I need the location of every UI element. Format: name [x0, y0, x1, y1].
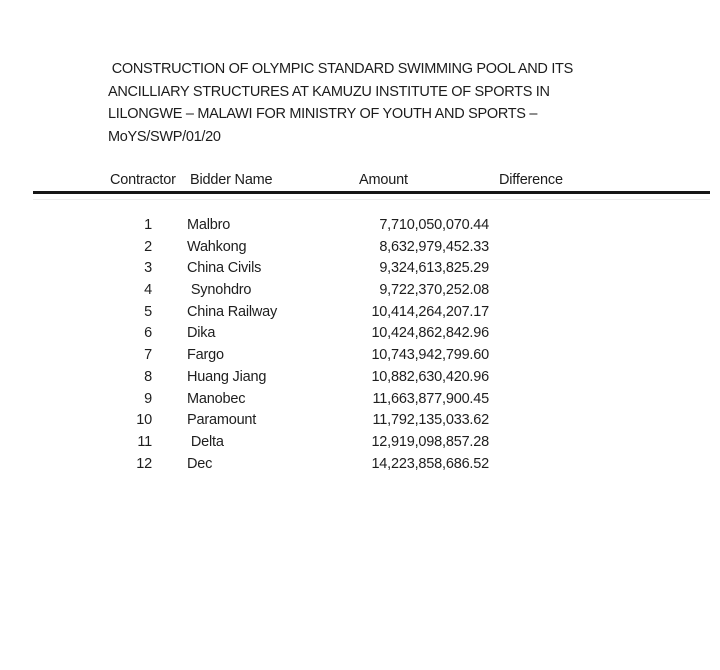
contractor-number: 8: [144, 368, 152, 385]
column-header-amount: Amount: [359, 172, 408, 188]
contractor-number: 7: [144, 347, 152, 364]
table-row: [0, 323, 720, 345]
contractor-number: 3: [144, 260, 152, 277]
bid-amount: 14,223,858,686.52: [371, 455, 489, 472]
contractor-number: 5: [144, 303, 152, 320]
bid-amount: 11,663,877,900.45: [372, 390, 489, 407]
bidder-name: Dec: [187, 455, 213, 472]
header-divider-rule: [33, 191, 710, 194]
bidder-name: China Railway: [187, 303, 278, 320]
bid-amount: 7,710,050,070.44: [379, 217, 489, 233]
contractor-number: 9: [144, 390, 152, 407]
bid-amount: 11,792,135,033.62: [372, 412, 489, 429]
contractor-number: 2: [144, 238, 152, 255]
column-header-bidder-name: Bidder Name: [190, 172, 273, 188]
bid-amount: 10,414,264,207.17: [371, 303, 489, 320]
table-row: [0, 410, 720, 432]
bidder-name: Huang Jiang: [187, 368, 267, 385]
table-row: [0, 432, 720, 454]
bidder-name: China Civils: [187, 260, 262, 277]
table-body: [0, 215, 720, 475]
contractor-number: 1: [144, 217, 152, 233]
title-line-2: ANCILLIARY STRUCTURES AT KAMUZU INSTITUTE OF SPORTS IN: [108, 83, 550, 100]
bid-amount: 9,722,370,252.08: [379, 282, 489, 299]
title-line-3: LILONGWE – MALAWI FOR MINISTRY OF YOUTH AND SPORTS –: [108, 106, 538, 123]
bid-amount: 9,324,613,825.29: [379, 260, 489, 277]
table-row: [0, 215, 720, 237]
bidder-name: Paramount: [187, 412, 257, 429]
table-row: [0, 302, 720, 324]
table-row: [0, 237, 720, 259]
table-row: [0, 345, 720, 367]
contractor-number: 12: [136, 455, 152, 472]
bid-amount: 10,424,862,842.96: [371, 325, 489, 342]
bidder-name: Dika: [187, 325, 216, 342]
table-row: [0, 454, 720, 476]
contractor-number: 10: [136, 412, 152, 429]
contractor-number: 4: [144, 282, 152, 299]
table-row: [0, 389, 720, 411]
title-line-1: CONSTRUCTION OF OLYMPIC STANDARD SWIMMING POOL AND ITS: [108, 61, 573, 77]
column-header-difference: Difference: [499, 172, 563, 188]
table-row: [0, 258, 720, 280]
bid-amount: 8,632,979,452.33: [379, 238, 489, 255]
bidder-name: Manobec: [187, 390, 246, 407]
bidder-name: Fargo: [187, 347, 224, 364]
bidder-name: Synohdro: [187, 282, 252, 299]
bid-amount: 12,919,098,857.28: [371, 433, 489, 450]
bidder-name: Delta: [187, 433, 224, 450]
contractor-number: 11: [137, 433, 152, 450]
bidder-name: Malbro: [187, 217, 231, 233]
column-header-contractor: Contractor: [110, 172, 176, 188]
bid-amount: 10,743,942,799.60: [371, 347, 489, 364]
contractor-number: 6: [144, 325, 152, 342]
bidder-name: Wahkong: [187, 238, 247, 255]
table-row: [0, 367, 720, 389]
document-title: [108, 58, 628, 148]
table-row: [0, 280, 720, 302]
title-line-4-reference: MoYS/SWP/01/20: [108, 128, 221, 145]
table-header-row: [0, 172, 720, 192]
header-divider-shadow: [33, 199, 710, 200]
bid-amount: 10,882,630,420.96: [371, 368, 489, 385]
